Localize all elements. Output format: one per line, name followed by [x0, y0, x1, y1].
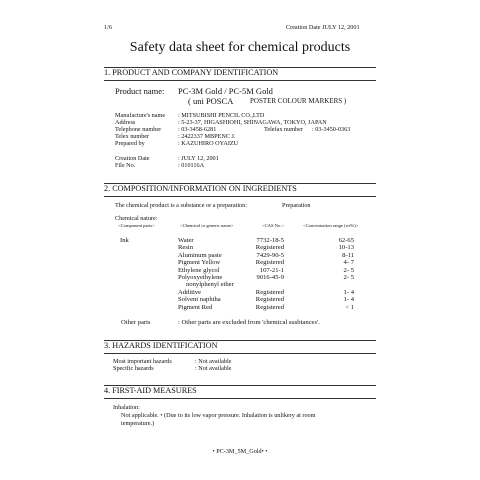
- section-4-heading: 4. FIRST-AID MEASURES: [104, 386, 197, 395]
- ingredient-concentration: 8-11: [342, 251, 354, 259]
- field-label: Telephone number: [115, 126, 162, 133]
- ingredient-name: Water: [178, 237, 194, 244]
- section-divider: [104, 196, 376, 197]
- ingredient-name: Solvent naphtha: [178, 296, 221, 304]
- ingredient-concentration: 1- 4: [343, 288, 354, 296]
- hazard-value: : Not available: [195, 365, 232, 372]
- section-divider: [104, 80, 376, 81]
- ingredient-cas: Registered: [255, 288, 284, 296]
- ingredient-concentration: 2- 5: [343, 274, 354, 281]
- hazard-label: Most important hazards: [113, 358, 172, 365]
- column-header-chemical: <Chemical or generic name>: [180, 223, 234, 228]
- column-header-component: <Component parts>: [118, 223, 155, 228]
- ingredient-concentration: 62-65: [338, 237, 354, 244]
- creation-date-value: : JULY 12, 2001: [178, 155, 219, 162]
- preparation-question: The chemical product is a substance or a preparation:: [115, 202, 247, 209]
- inhalation-text-continued: temperature.): [121, 420, 155, 427]
- product-name: PC-3M Gold / PC-5M Gold: [178, 86, 273, 96]
- field-value: : 2422337 MBPENC J.: [178, 133, 236, 140]
- chemical-nature-label: Chemical nature:: [115, 215, 158, 222]
- section-1-heading: 1. PRODUCT AND COMPANY IDENTIFICATION: [104, 68, 279, 77]
- section-2-heading: 2. COMPOSITION/INFORMATION ON INGREDIENTS: [104, 184, 297, 193]
- field-label: Address: [115, 119, 136, 126]
- footer-file-ref: • PC-3M_5M_Gold• •: [212, 448, 268, 455]
- ingredient-cas: 9016-45-9: [256, 274, 284, 281]
- ingredient-cas: 107-21-1: [259, 266, 284, 274]
- inhalation-text: Not applicable. • (Due to its low vapor pressure. Inhalation is unlikery at room: [121, 412, 316, 419]
- field-value: : KAZUHIRO OYAIZU: [178, 140, 239, 147]
- product-subtitle: POSTER COLOUR MARKERS ): [250, 97, 347, 105]
- file-no-value: : 010116A: [178, 162, 205, 169]
- field-label: Manufacture's name: [115, 112, 166, 119]
- field-label: Prepared by: [115, 140, 145, 147]
- product-label: Product name:: [115, 86, 165, 96]
- other-parts-label: Other parts: [121, 319, 151, 326]
- column-header-concentration: <Concentration range (wt%)>: [303, 223, 359, 228]
- ingredient-name: Resin: [178, 244, 194, 252]
- other-parts-value: : Other parts are excluded from 'chemical susbtances'.: [178, 319, 320, 326]
- field-value: : 5-23-37, HIGASHIOHI, SHINAGAWA, TOKYO, JAPAN: [178, 119, 327, 126]
- ingredient-cas: Registered: [255, 244, 284, 252]
- component-ink: Ink: [120, 237, 129, 244]
- product-subtitle-brand: ( uni POSCA: [188, 96, 234, 106]
- hazard-value: : Not available: [195, 358, 232, 365]
- field-value: : MITSUBISHI PENCIL CO.,LTD: [178, 112, 265, 119]
- ingredient-cas: 7732-18-5: [256, 237, 284, 244]
- preparation-answer: Preparation: [282, 202, 311, 209]
- file-no-label: File No.: [115, 162, 136, 169]
- ingredient-concentration: 4- 7: [343, 259, 354, 267]
- document-title: Safety data sheet for chemical products: [129, 40, 351, 55]
- section-divider: [104, 398, 376, 399]
- telefax-label: Telefax number: [264, 126, 303, 133]
- ingredient-name: Aluminum paste: [178, 251, 222, 259]
- ingredient-name: Ethylene glycol: [178, 266, 220, 274]
- ingredient-cas: Registered: [255, 303, 284, 311]
- ingredient-name: Pigment Red: [178, 303, 213, 311]
- section-divider: [104, 353, 376, 354]
- ingredient-cas: Registered: [255, 259, 284, 267]
- creation-date-label: Creation Date: [115, 155, 150, 162]
- ingredient-name: Additive: [178, 288, 202, 296]
- page-number: 1/6: [104, 24, 112, 31]
- field-label: Telex number: [115, 133, 150, 140]
- column-header-cas: <CAS No.>: [262, 223, 285, 228]
- ingredient-name: Pigment Yellow: [178, 259, 221, 267]
- ingredient-concentration: 1- 4: [343, 296, 354, 304]
- header-creation-date: Creation Date JULY 12, 2001: [286, 24, 360, 31]
- telefax-value: : 03-3450-0363: [312, 126, 351, 133]
- ingredient-cas: Registered: [255, 296, 284, 304]
- ingredient-name-continued: nonylphenyl ether: [186, 281, 234, 289]
- ingredient-name: Polyoxyethylene: [178, 274, 223, 281]
- inhalation-label: Inhalation:: [113, 404, 140, 411]
- ingredient-concentration: 2- 5: [343, 266, 354, 274]
- field-value: : 03-3458-6281: [178, 126, 217, 133]
- ingredient-concentration: 10-13: [338, 244, 354, 252]
- section-3-heading: 3. HAZARDS IDENTIFICATION: [104, 341, 218, 350]
- ingredient-concentration: < 1: [345, 303, 354, 311]
- ingredient-cas: 7429-90-5: [256, 251, 284, 259]
- hazard-label: Specific hazards: [113, 365, 154, 372]
